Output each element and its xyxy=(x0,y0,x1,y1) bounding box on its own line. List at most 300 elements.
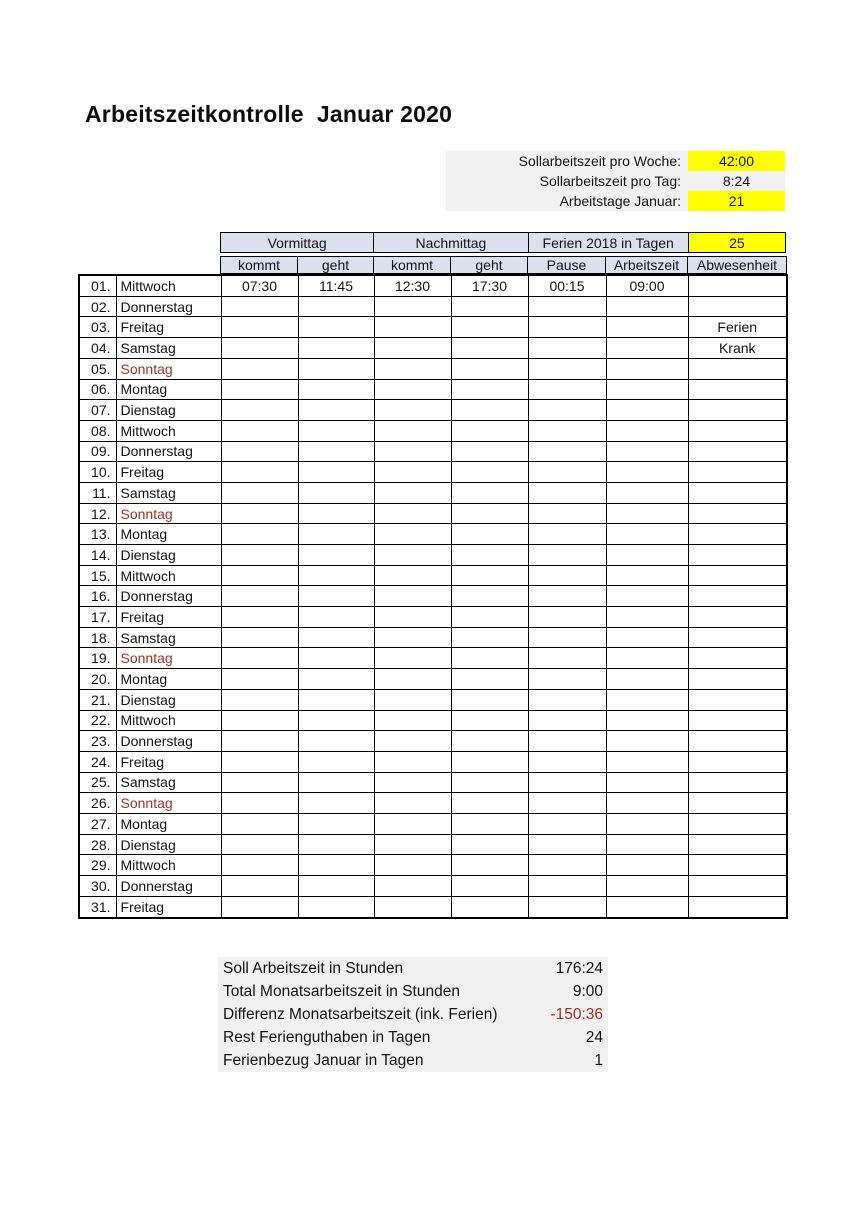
table-row xyxy=(79,545,787,566)
absence-cell xyxy=(688,648,787,669)
time-cell xyxy=(374,793,451,814)
absence-cell xyxy=(688,420,787,441)
day-number-cell: 19. xyxy=(79,648,116,669)
time-cell xyxy=(606,710,688,731)
time-cell xyxy=(528,503,606,524)
time-cell xyxy=(606,813,688,834)
day-name-cell: Dienstag xyxy=(116,689,221,710)
time-cell xyxy=(451,482,528,503)
absence-cell xyxy=(688,379,787,400)
time-cell xyxy=(451,855,528,876)
day-number-cell: 01. xyxy=(79,275,116,296)
time-cell xyxy=(298,462,374,483)
day-name-cell: Freitag xyxy=(116,462,221,483)
time-cell xyxy=(606,607,688,628)
time-cell: 07:30 xyxy=(221,275,298,296)
absence-cell xyxy=(688,462,787,483)
time-cell xyxy=(451,524,528,545)
time-cell xyxy=(451,503,528,524)
time-cell xyxy=(451,317,528,338)
absence-cell xyxy=(688,503,787,524)
time-cell xyxy=(298,420,374,441)
time-cell xyxy=(451,627,528,648)
time-cell xyxy=(528,896,606,918)
time-cell xyxy=(221,524,298,545)
time-cell xyxy=(606,586,688,607)
time-cell xyxy=(221,834,298,855)
table-row xyxy=(79,462,787,483)
time-cell: 09:00 xyxy=(606,275,688,296)
info-row-daily-target xyxy=(446,171,785,191)
time-cell xyxy=(221,586,298,607)
time-cell xyxy=(528,855,606,876)
day-name-cell: Mittwoch xyxy=(116,420,221,441)
day-number-cell: 20. xyxy=(79,669,116,690)
time-cell xyxy=(451,710,528,731)
absence-cell xyxy=(688,545,787,566)
day-name-cell: Donnerstag xyxy=(116,731,221,752)
time-cell xyxy=(528,482,606,503)
time-cell xyxy=(528,751,606,772)
time-cell xyxy=(221,441,298,462)
column-header-kommt-pm: kommt xyxy=(374,257,451,274)
day-number-cell: 17. xyxy=(79,607,116,628)
summary-label: Soll Arbeitszeit in Stunden xyxy=(223,960,404,977)
time-cell xyxy=(606,358,688,379)
column-header-kommt-am: kommt xyxy=(221,257,298,274)
summary-row-rest-ferien xyxy=(218,1026,608,1049)
absence-cell xyxy=(688,607,787,628)
time-cell xyxy=(298,793,374,814)
column-header-pause: Pause xyxy=(528,257,606,274)
summary-row-differenz xyxy=(218,1003,608,1026)
day-number-cell: 15. xyxy=(79,565,116,586)
time-cell xyxy=(374,296,451,317)
time-cell xyxy=(298,834,374,855)
time-cell xyxy=(221,751,298,772)
day-number-cell: 31. xyxy=(79,896,116,918)
workdays-label: Arbeitstage Januar: xyxy=(446,191,688,211)
day-number-cell: 14. xyxy=(79,545,116,566)
time-cell xyxy=(221,607,298,628)
summary-value: -150:36 xyxy=(550,1006,603,1023)
time-cell: 17:30 xyxy=(451,275,528,296)
time-cell xyxy=(451,441,528,462)
time-cell xyxy=(298,358,374,379)
day-number-cell: 09. xyxy=(79,441,116,462)
day-number-cell: 03. xyxy=(79,317,116,338)
absence-cell xyxy=(688,876,787,897)
day-number-cell: 04. xyxy=(79,338,116,359)
table-row xyxy=(79,813,787,834)
time-cell xyxy=(221,669,298,690)
time-cell xyxy=(374,751,451,772)
table-row xyxy=(79,379,787,400)
table-row xyxy=(79,296,787,317)
table-row xyxy=(79,710,787,731)
time-cell xyxy=(606,462,688,483)
info-row-weekly-target xyxy=(446,151,785,171)
absence-cell xyxy=(688,627,787,648)
time-cell xyxy=(298,524,374,545)
time-cell xyxy=(374,379,451,400)
time-cell xyxy=(221,420,298,441)
time-cell xyxy=(221,358,298,379)
day-name-cell: Samstag xyxy=(116,482,221,503)
time-cell xyxy=(528,607,606,628)
absence-cell: Ferien xyxy=(688,317,787,338)
time-cell xyxy=(451,648,528,669)
time-cell xyxy=(221,400,298,421)
day-name-cell: Sonntag xyxy=(116,358,221,379)
time-cell xyxy=(451,751,528,772)
day-number-cell: 11. xyxy=(79,482,116,503)
table-row xyxy=(79,524,787,545)
time-cell xyxy=(528,420,606,441)
absence-cell xyxy=(688,400,787,421)
time-cell xyxy=(451,586,528,607)
day-name-cell: Montag xyxy=(116,813,221,834)
time-cell xyxy=(451,607,528,628)
time-cell xyxy=(528,813,606,834)
time-cell xyxy=(298,607,374,628)
header-ferien-value: 25 xyxy=(688,233,785,253)
time-cell xyxy=(451,793,528,814)
time-cell xyxy=(606,689,688,710)
time-cell xyxy=(606,793,688,814)
absence-cell xyxy=(688,731,787,752)
time-cell xyxy=(298,379,374,400)
table-row xyxy=(79,482,787,503)
day-number-cell: 28. xyxy=(79,834,116,855)
time-cell xyxy=(374,586,451,607)
day-number-cell: 23. xyxy=(79,731,116,752)
absence-cell xyxy=(688,296,787,317)
absence-cell xyxy=(688,772,787,793)
time-cell xyxy=(374,855,451,876)
table-row xyxy=(79,669,787,690)
time-cell xyxy=(374,772,451,793)
summary-value: 24 xyxy=(585,1029,603,1046)
day-name-cell: Donnerstag xyxy=(116,876,221,897)
absence-cell xyxy=(688,524,787,545)
time-cell: 00:15 xyxy=(528,275,606,296)
time-cell xyxy=(298,296,374,317)
time-cell xyxy=(298,689,374,710)
time-cell xyxy=(374,482,451,503)
time-cell xyxy=(528,338,606,359)
table-row xyxy=(79,648,787,669)
time-cell xyxy=(451,731,528,752)
time-cell xyxy=(374,545,451,566)
header-vormittag: Vormittag xyxy=(221,233,374,253)
time-cell xyxy=(221,793,298,814)
time-cell xyxy=(298,565,374,586)
time-cell xyxy=(451,669,528,690)
time-cell xyxy=(451,400,528,421)
time-cell xyxy=(528,669,606,690)
time-cell xyxy=(606,420,688,441)
time-cell xyxy=(298,586,374,607)
table-column-header-row xyxy=(220,256,787,274)
time-cell xyxy=(528,524,606,545)
absence-cell xyxy=(688,855,787,876)
time-cell xyxy=(451,338,528,359)
day-name-cell: Mittwoch xyxy=(116,275,221,296)
time-cell xyxy=(606,565,688,586)
time-cell xyxy=(374,607,451,628)
day-name-cell: Mittwoch xyxy=(116,565,221,586)
time-cell xyxy=(298,482,374,503)
time-cell xyxy=(528,772,606,793)
day-name-cell: Mittwoch xyxy=(116,710,221,731)
absence-cell xyxy=(688,358,787,379)
day-name-cell: Freitag xyxy=(116,607,221,628)
day-number-cell: 26. xyxy=(79,793,116,814)
day-number-cell: 29. xyxy=(79,855,116,876)
time-cell xyxy=(298,772,374,793)
day-number-cell: 25. xyxy=(79,772,116,793)
summary-row-ferienbezug xyxy=(218,1049,608,1072)
time-cell xyxy=(221,876,298,897)
table-row xyxy=(79,793,787,814)
time-cell xyxy=(374,462,451,483)
time-cell xyxy=(221,648,298,669)
day-name-cell: Donnerstag xyxy=(116,296,221,317)
time-cell xyxy=(528,317,606,338)
time-cell xyxy=(374,813,451,834)
table-row xyxy=(79,607,787,628)
absence-cell xyxy=(688,710,787,731)
day-name-cell: Donnerstag xyxy=(116,586,221,607)
time-cell xyxy=(374,689,451,710)
time-cell xyxy=(221,379,298,400)
time-cell xyxy=(221,296,298,317)
day-name-cell: Dienstag xyxy=(116,834,221,855)
table-row xyxy=(79,441,787,462)
time-cell xyxy=(451,772,528,793)
time-cell xyxy=(606,400,688,421)
time-cell xyxy=(451,689,528,710)
time-cell xyxy=(221,317,298,338)
time-cell xyxy=(374,503,451,524)
time-cell xyxy=(606,855,688,876)
day-number-cell: 18. xyxy=(79,627,116,648)
day-number-cell: 27. xyxy=(79,813,116,834)
time-cell xyxy=(451,565,528,586)
absence-cell xyxy=(688,813,787,834)
time-cell xyxy=(606,669,688,690)
time-cell xyxy=(606,524,688,545)
day-name-cell: Montag xyxy=(116,524,221,545)
time-cell xyxy=(528,627,606,648)
time-cell xyxy=(298,503,374,524)
time-cell xyxy=(606,648,688,669)
table-row xyxy=(79,317,787,338)
table-row xyxy=(79,275,787,296)
time-cell xyxy=(451,358,528,379)
summary-label: Differenz Monatsarbeitszeit (ink. Ferien) xyxy=(223,1006,498,1023)
time-cell xyxy=(528,834,606,855)
absence-cell xyxy=(688,689,787,710)
time-cell xyxy=(528,462,606,483)
table-row xyxy=(79,358,787,379)
time-cell xyxy=(374,400,451,421)
absence-cell xyxy=(688,896,787,918)
time-cell xyxy=(221,565,298,586)
table-row xyxy=(79,896,787,918)
column-header-geht-am: geht xyxy=(298,257,374,274)
absence-cell xyxy=(688,441,787,462)
time-cell xyxy=(606,772,688,793)
time-cell xyxy=(221,813,298,834)
workdays-value: 21 xyxy=(688,191,785,211)
day-number-cell: 13. xyxy=(79,524,116,545)
day-name-cell: Sonntag xyxy=(116,648,221,669)
day-number-cell: 08. xyxy=(79,420,116,441)
time-cell xyxy=(374,648,451,669)
time-cell xyxy=(606,296,688,317)
time-cell xyxy=(606,834,688,855)
header-nachmittag: Nachmittag xyxy=(374,233,528,253)
table-row xyxy=(79,689,787,710)
time-cell xyxy=(528,296,606,317)
summary-row-total xyxy=(218,980,608,1003)
summary-label: Rest Ferienguthaben in Tagen xyxy=(223,1029,431,1046)
time-cell xyxy=(606,338,688,359)
table-row xyxy=(79,503,787,524)
time-cell xyxy=(374,358,451,379)
time-cell xyxy=(606,896,688,918)
day-number-cell: 07. xyxy=(79,400,116,421)
time-cell xyxy=(298,317,374,338)
day-name-cell: Samstag xyxy=(116,627,221,648)
time-cell xyxy=(374,731,451,752)
time-cell xyxy=(451,896,528,918)
time-cell xyxy=(374,338,451,359)
time-cell xyxy=(528,648,606,669)
day-name-cell: Montag xyxy=(116,379,221,400)
day-name-cell: Freitag xyxy=(116,751,221,772)
absence-cell xyxy=(688,565,787,586)
page-title: Arbeitszeitkontrolle Januar 2020 xyxy=(85,101,453,127)
summary-value: 176:24 xyxy=(555,960,603,977)
day-name-cell: Samstag xyxy=(116,772,221,793)
absence-cell: Krank xyxy=(688,338,787,359)
time-cell xyxy=(374,710,451,731)
table-row xyxy=(79,731,787,752)
time-cell xyxy=(451,834,528,855)
time-cell xyxy=(298,338,374,359)
time-cell xyxy=(298,751,374,772)
table-row xyxy=(79,876,787,897)
info-panel xyxy=(446,151,785,211)
time-cell xyxy=(528,358,606,379)
time-cell xyxy=(451,813,528,834)
time-cell xyxy=(606,379,688,400)
table-row xyxy=(79,420,787,441)
time-cell xyxy=(221,462,298,483)
time-cell xyxy=(528,793,606,814)
time-cell xyxy=(298,855,374,876)
time-cell xyxy=(298,648,374,669)
table-row xyxy=(79,338,787,359)
time-cell xyxy=(374,669,451,690)
time-cell xyxy=(606,751,688,772)
time-cell xyxy=(298,896,374,918)
table-row xyxy=(79,586,787,607)
table-row xyxy=(79,855,787,876)
time-cell xyxy=(606,876,688,897)
time-cell xyxy=(528,689,606,710)
day-name-cell: Dienstag xyxy=(116,400,221,421)
time-cell xyxy=(528,379,606,400)
absence-cell xyxy=(688,793,787,814)
table-row xyxy=(79,627,787,648)
time-cell xyxy=(451,876,528,897)
time-cell xyxy=(528,545,606,566)
time-cell xyxy=(221,896,298,918)
time-cell xyxy=(528,731,606,752)
day-name-cell: Montag xyxy=(116,669,221,690)
table-row xyxy=(79,834,787,855)
time-cell xyxy=(374,524,451,545)
time-cell xyxy=(451,545,528,566)
table-row xyxy=(79,751,787,772)
time-cell xyxy=(221,545,298,566)
day-number-cell: 30. xyxy=(79,876,116,897)
weekly-target-label: Sollarbeitszeit pro Woche: xyxy=(446,151,688,171)
time-cell xyxy=(221,338,298,359)
daily-target-value: 8:24 xyxy=(688,171,785,191)
time-cell: 11:45 xyxy=(298,275,374,296)
time-cell xyxy=(298,731,374,752)
day-name-cell: Sonntag xyxy=(116,793,221,814)
table-group-header-row xyxy=(220,232,786,253)
time-cell xyxy=(221,627,298,648)
time-cell xyxy=(451,420,528,441)
day-number-cell: 21. xyxy=(79,689,116,710)
time-cell xyxy=(298,627,374,648)
absence-cell xyxy=(688,275,787,296)
time-cell xyxy=(374,627,451,648)
time-cell xyxy=(221,731,298,752)
column-header-arbeitszeit: Arbeitszeit xyxy=(606,257,688,274)
time-cell xyxy=(528,586,606,607)
summary-value: 9:00 xyxy=(572,983,603,1000)
time-cell xyxy=(451,462,528,483)
time-cell xyxy=(298,545,374,566)
day-name-cell: Freitag xyxy=(116,896,221,918)
summary-label: Ferienbezug Januar in Tagen xyxy=(223,1052,424,1069)
time-cell xyxy=(298,710,374,731)
day-name-cell: Samstag xyxy=(116,338,221,359)
time-cell xyxy=(221,482,298,503)
time-cell xyxy=(374,896,451,918)
time-cell: 12:30 xyxy=(374,275,451,296)
time-cell xyxy=(298,876,374,897)
day-number-cell: 22. xyxy=(79,710,116,731)
absence-cell xyxy=(688,751,787,772)
table-row xyxy=(79,400,787,421)
day-number-cell: 16. xyxy=(79,586,116,607)
day-number-cell: 06. xyxy=(79,379,116,400)
info-row-workdays xyxy=(446,191,785,211)
day-number-cell: 12. xyxy=(79,503,116,524)
absence-cell xyxy=(688,586,787,607)
time-cell xyxy=(606,441,688,462)
time-cell xyxy=(221,710,298,731)
